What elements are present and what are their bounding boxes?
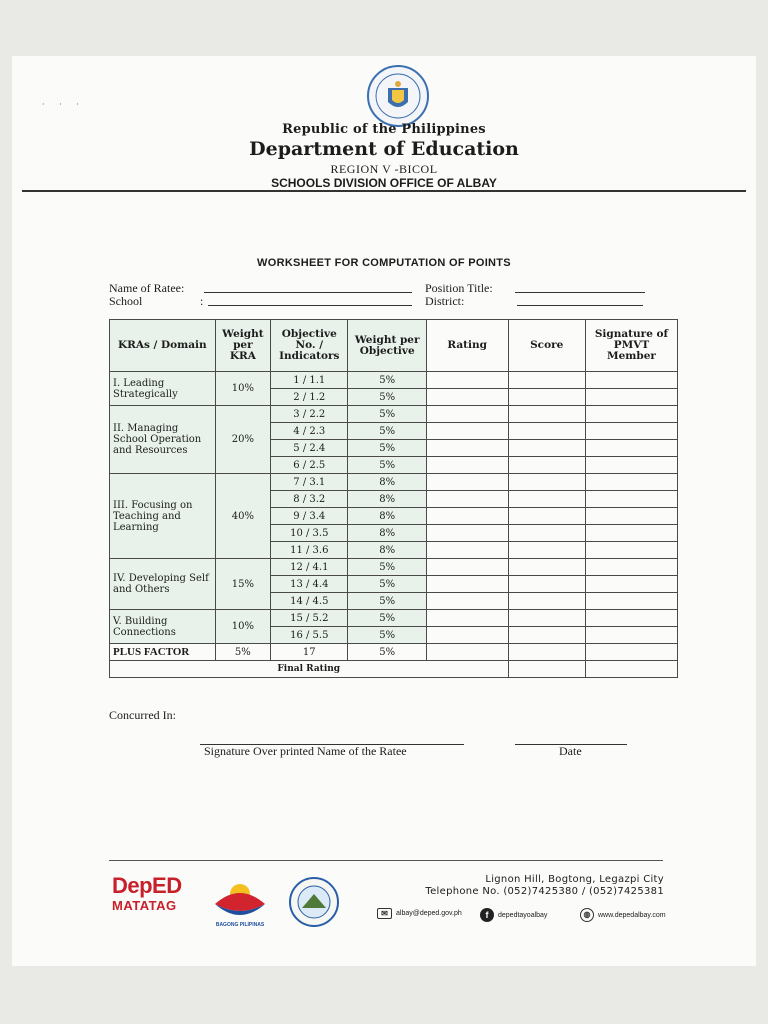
kra-label-cell: III. Focusing on Teaching and Learning bbox=[110, 474, 216, 559]
objective-cell: 7 / 3.1 bbox=[271, 474, 348, 491]
objective-cell: 3 / 2.2 bbox=[271, 406, 348, 423]
plus-factor-label: PLUS FACTOR bbox=[110, 644, 216, 661]
objective-weight-cell: 5% bbox=[348, 457, 426, 474]
rating-cell[interactable] bbox=[426, 372, 508, 389]
objective-weight-cell: 5% bbox=[348, 576, 426, 593]
score-cell[interactable] bbox=[508, 440, 585, 457]
signature-cell[interactable] bbox=[585, 372, 677, 389]
objective-cell: 11 / 3.6 bbox=[271, 542, 348, 559]
objective-weight-cell: 8% bbox=[348, 474, 426, 491]
ratee-signature-label: Signature Over printed Name of the Ratee bbox=[204, 744, 407, 758]
final-score-cell[interactable] bbox=[508, 661, 585, 678]
footer-telephone: Telephone No. (052)7425380 / (052)7425381 bbox=[425, 886, 664, 897]
col-header-weight-objective: Weight per Objective bbox=[348, 320, 426, 372]
matatag-logo-text: MATATAG bbox=[112, 898, 177, 913]
signature-cell[interactable] bbox=[585, 559, 677, 576]
date-label: Date bbox=[559, 744, 582, 758]
table-row bbox=[110, 474, 678, 491]
objective-weight-cell: 5% bbox=[348, 423, 426, 440]
objective-cell: 4 / 2.3 bbox=[271, 423, 348, 440]
position-title-label: Position Title: bbox=[425, 281, 493, 295]
objective-weight-cell: 5% bbox=[348, 593, 426, 610]
col-header-objective: Objective No. / Indicators bbox=[271, 320, 348, 372]
kra-label-cell: II. Managing School Operation and Resources bbox=[110, 406, 216, 474]
district-label: District: bbox=[425, 294, 465, 308]
objective-cell: 5 / 2.4 bbox=[271, 440, 348, 457]
score-cell[interactable] bbox=[508, 576, 585, 593]
score-cell[interactable] bbox=[508, 542, 585, 559]
header-divider bbox=[22, 190, 746, 192]
document-page bbox=[12, 56, 756, 966]
facebook-text: depedtayoalbay bbox=[498, 911, 548, 919]
bagong-pilipinas-text: BAGONG PILIPINAS bbox=[215, 922, 265, 928]
objective-cell: 14 / 4.5 bbox=[271, 593, 348, 610]
kra-label-cell: V. Building Connections bbox=[110, 610, 216, 644]
plus-factor-objective: 17 bbox=[271, 644, 348, 661]
rating-cell[interactable] bbox=[426, 508, 508, 525]
school-field[interactable] bbox=[208, 305, 412, 306]
facebook-icon: f bbox=[480, 908, 494, 922]
objective-cell: 12 / 4.1 bbox=[271, 559, 348, 576]
score-cell[interactable] bbox=[508, 423, 585, 440]
table-header-row bbox=[110, 320, 678, 372]
signature-cell[interactable] bbox=[585, 457, 677, 474]
website-text: www.depedalbay.com bbox=[598, 911, 666, 919]
table-row bbox=[110, 610, 678, 627]
worksheet-title: WORKSHEET FOR COMPUTATION OF POINTS bbox=[257, 257, 511, 269]
objective-cell: 8 / 3.2 bbox=[271, 491, 348, 508]
objective-weight-cell: 5% bbox=[348, 440, 426, 457]
footer-website[interactable] bbox=[580, 908, 666, 922]
rating-cell[interactable] bbox=[426, 627, 508, 644]
score-cell[interactable] bbox=[508, 457, 585, 474]
email-text: albay@deped.gov.ph bbox=[396, 910, 462, 917]
deped-seal-icon bbox=[366, 64, 430, 128]
signature-cell[interactable] bbox=[585, 576, 677, 593]
kra-weight-cell: 10% bbox=[215, 610, 270, 644]
rating-cell[interactable] bbox=[426, 457, 508, 474]
score-cell[interactable] bbox=[508, 593, 585, 610]
name-of-ratee-field[interactable] bbox=[204, 292, 412, 293]
rating-cell[interactable] bbox=[426, 406, 508, 423]
objective-cell: 10 / 3.5 bbox=[271, 525, 348, 542]
region-heading: REGION V -BICOL bbox=[330, 162, 438, 176]
objective-cell: 13 / 4.4 bbox=[271, 576, 348, 593]
rating-cell[interactable] bbox=[426, 610, 508, 627]
email-icon: ✉ bbox=[377, 908, 392, 919]
district-field[interactable] bbox=[517, 305, 643, 306]
kra-weight-cell: 10% bbox=[215, 372, 270, 406]
signature-cell[interactable] bbox=[585, 440, 677, 457]
signature-cell[interactable] bbox=[585, 491, 677, 508]
col-header-kra: KRAs / Domain bbox=[110, 320, 216, 372]
rating-cell[interactable] bbox=[426, 423, 508, 440]
signature-cell[interactable] bbox=[585, 525, 677, 542]
signature-cell[interactable] bbox=[585, 644, 677, 661]
score-cell[interactable] bbox=[508, 389, 585, 406]
rating-cell[interactable] bbox=[426, 525, 508, 542]
table-row bbox=[110, 559, 678, 576]
col-header-signature: Signature of PMVT Member bbox=[585, 320, 677, 372]
plus-factor-weight: 5% bbox=[215, 644, 270, 661]
bagong-pilipinas-logo bbox=[205, 874, 275, 930]
objective-weight-cell: 5% bbox=[348, 389, 426, 406]
col-header-rating: Rating bbox=[426, 320, 508, 372]
score-cell[interactable] bbox=[508, 474, 585, 491]
score-cell[interactable] bbox=[508, 525, 585, 542]
objective-weight-cell: 5% bbox=[348, 406, 426, 423]
objective-cell: 15 / 5.2 bbox=[271, 610, 348, 627]
kra-weight-cell: 20% bbox=[215, 406, 270, 474]
kra-label-cell: I. Leading Strategically bbox=[110, 372, 216, 406]
deped-matatag-logo bbox=[112, 874, 188, 930]
rating-cell[interactable] bbox=[426, 491, 508, 508]
table-row bbox=[110, 406, 678, 423]
kra-weight-cell: 15% bbox=[215, 559, 270, 610]
signature-cell[interactable] bbox=[585, 542, 677, 559]
objective-weight-cell: 8% bbox=[348, 491, 426, 508]
footer-facebook[interactable] bbox=[480, 908, 547, 922]
col-header-weight-kra: Weight per KRA bbox=[215, 320, 270, 372]
rating-cell[interactable] bbox=[426, 440, 508, 457]
score-cell[interactable] bbox=[508, 627, 585, 644]
plus-factor-objective-weight: 5% bbox=[348, 644, 426, 661]
signature-cell[interactable] bbox=[585, 406, 677, 423]
footer-divider bbox=[109, 860, 663, 861]
kra-label-cell: IV. Developing Self and Others bbox=[110, 559, 216, 610]
signature-cell[interactable] bbox=[585, 389, 677, 406]
deped-logo-text: DepED bbox=[112, 873, 182, 898]
signature-cell[interactable] bbox=[585, 627, 677, 644]
final-rating-label: Final Rating bbox=[110, 661, 509, 678]
school-label: School bbox=[109, 294, 143, 308]
objective-weight-cell: 5% bbox=[348, 627, 426, 644]
objective-weight-cell: 5% bbox=[348, 559, 426, 576]
plus-factor-row bbox=[110, 644, 678, 661]
objective-cell: 6 / 2.5 bbox=[271, 457, 348, 474]
score-cell[interactable] bbox=[508, 508, 585, 525]
objective-cell: 9 / 3.4 bbox=[271, 508, 348, 525]
sdo-albay-seal-icon bbox=[288, 876, 340, 928]
scan-specks: · · · bbox=[42, 100, 85, 109]
position-title-field[interactable] bbox=[515, 292, 645, 293]
rating-cell[interactable] bbox=[426, 559, 508, 576]
objective-cell: 2 / 1.2 bbox=[271, 389, 348, 406]
name-of-ratee-label: Name of Ratee: bbox=[109, 281, 185, 295]
rating-cell[interactable] bbox=[426, 576, 508, 593]
signature-cell[interactable] bbox=[585, 610, 677, 627]
department-heading: Department of Education bbox=[249, 138, 519, 160]
score-cell[interactable] bbox=[508, 372, 585, 389]
score-cell[interactable] bbox=[508, 491, 585, 508]
concurred-in-label: Concurred In: bbox=[109, 708, 176, 722]
rating-cell[interactable] bbox=[426, 542, 508, 559]
bagong-pilipinas-icon bbox=[205, 874, 275, 918]
computation-table bbox=[109, 319, 678, 678]
score-cell[interactable] bbox=[508, 406, 585, 423]
signature-cell[interactable] bbox=[585, 474, 677, 491]
signature-cell[interactable] bbox=[585, 423, 677, 440]
footer-address: Lignon Hill, Bogtong, Legazpi City bbox=[485, 874, 664, 885]
signature-cell[interactable] bbox=[585, 593, 677, 610]
school-colon: : bbox=[200, 294, 204, 308]
republic-heading: Republic of the Philippines bbox=[282, 122, 486, 137]
objective-weight-cell: 5% bbox=[348, 372, 426, 389]
col-header-score: Score bbox=[508, 320, 585, 372]
score-cell[interactable] bbox=[508, 559, 585, 576]
rating-cell[interactable] bbox=[426, 389, 508, 406]
score-cell[interactable] bbox=[508, 644, 585, 661]
rating-cell[interactable] bbox=[426, 474, 508, 491]
rating-cell[interactable] bbox=[426, 593, 508, 610]
table-row bbox=[110, 372, 678, 389]
kra-weight-cell: 40% bbox=[215, 474, 270, 559]
objective-weight-cell: 5% bbox=[348, 610, 426, 627]
rating-cell[interactable] bbox=[426, 644, 508, 661]
final-rating-row bbox=[110, 661, 678, 678]
objective-weight-cell: 8% bbox=[348, 542, 426, 559]
objective-weight-cell: 8% bbox=[348, 525, 426, 542]
globe-icon: ◍ bbox=[580, 908, 594, 922]
footer-email[interactable] bbox=[377, 908, 462, 919]
signature-cell[interactable] bbox=[585, 508, 677, 525]
office-heading: SCHOOLS DIVISION OFFICE OF ALBAY bbox=[271, 176, 497, 190]
score-cell[interactable] bbox=[508, 610, 585, 627]
final-signature-cell[interactable] bbox=[585, 661, 677, 678]
objective-weight-cell: 8% bbox=[348, 508, 426, 525]
objective-cell: 16 / 5.5 bbox=[271, 627, 348, 644]
objective-cell: 1 / 1.1 bbox=[271, 372, 348, 389]
